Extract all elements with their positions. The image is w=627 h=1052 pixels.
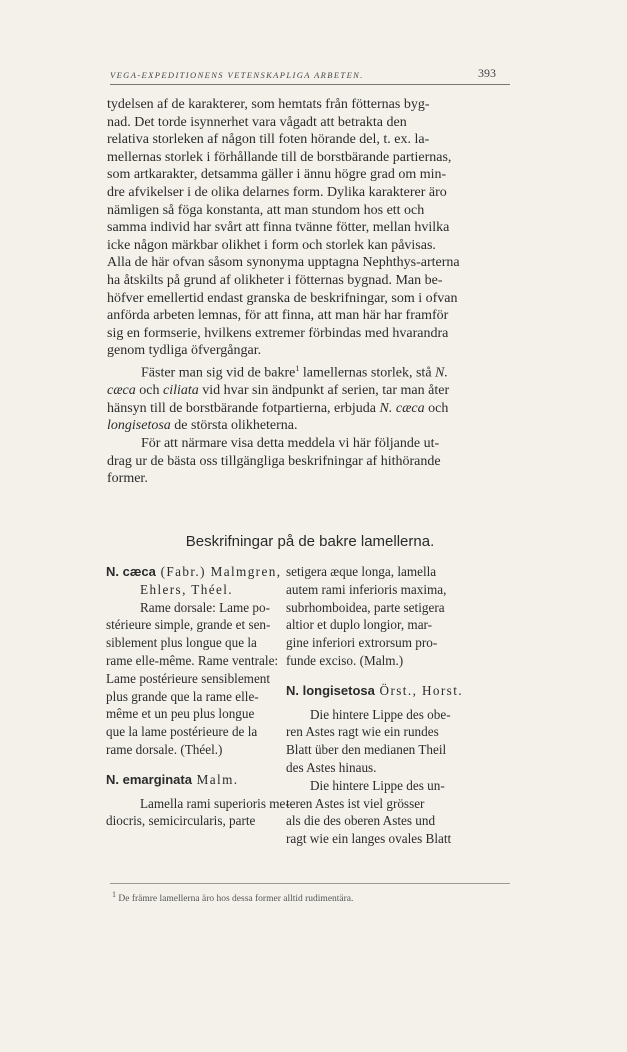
entry-line: Die hintere Lippe des obe- <box>310 706 451 722</box>
entry-heading <box>106 771 296 789</box>
body-line: former. <box>107 471 148 487</box>
body-line: ha åtskilts på grund af olikheter i fötternas bygnad. Man be- <box>107 272 443 288</box>
section-title: Beskrifningar på de bakre lamellerna. <box>185 533 435 550</box>
body-line: nämligen så föga konstanta, att man stundom hos ett och <box>107 202 425 218</box>
body-line <box>107 417 507 435</box>
text-run: Fäster man sig vid de bakre <box>141 365 296 381</box>
entry-line: plus grande que la rame elle- <box>106 688 259 704</box>
authority: Ehlers, Théel. <box>140 581 233 597</box>
entry-line: gine inferiori extrorsum pro- <box>286 635 438 651</box>
entry-line: que la lame postérieure de la <box>106 724 258 740</box>
species-ref: N. cæca <box>379 400 425 416</box>
authority: Malm. <box>191 771 239 787</box>
entry-line: Blatt über den medianen Theil <box>286 742 447 758</box>
body-line: Alla de här ofvan såsom synonyma upptagna Nephthys-arterna <box>107 255 460 271</box>
entry-line: des Astes hinaus. <box>286 759 377 775</box>
footnote-rule <box>110 883 510 884</box>
species-name: N. cæca <box>106 564 156 579</box>
authority: Örst., Horst. <box>374 682 463 698</box>
text-run: hänsyn till de borstbärande fotpartierna, erbjuda <box>107 400 380 416</box>
body-line: nad. Det torde isynnerhet vara vågadt att betrakta den <box>107 114 407 130</box>
running-header: VEGA-EXPEDITIONENS VETENSKAPLIGA ARBETEN. <box>110 70 364 80</box>
entry-line: als die des oberen Astes und <box>286 813 436 829</box>
body-line: drag ur de bästa oss tillgängliga beskrifningar af hithörande <box>107 453 441 469</box>
entry-heading <box>286 682 508 700</box>
entry-line: diocris, semicircularis, parte <box>106 813 256 829</box>
entry-line: siblement plus longue que la <box>106 635 257 651</box>
body-line: dre afvikelser i de olika delarnes form. Dylika karakterer äro <box>107 184 447 200</box>
body-line: icke någon märkbar olikhet i form och storlek kan påvisas. <box>107 237 436 253</box>
entry-line: altior et duplo longior, mar- <box>286 617 433 633</box>
text-run: och <box>135 383 163 399</box>
body-line: sig en formserie, hvilkens extremer förbindas med hvarandra <box>107 325 449 341</box>
entry-line: Rame dorsale: Lame po- <box>140 599 270 615</box>
entry-line: stérieure simple, grande et sen- <box>106 617 271 633</box>
body-line: höfver emellertid endast granska de beskrifningar, som i ofvan <box>107 290 458 306</box>
entry-line: Lamella rami superioris me- <box>140 795 290 811</box>
entry-line: funde exciso. (Malm.) <box>286 652 404 668</box>
text-run: de största olikheterna. <box>170 418 298 434</box>
body-line: tydelsen af de karakterer, som hemtats från fötternas byg- <box>107 97 430 112</box>
entry-line: Lame postérieure sensiblement <box>106 670 271 686</box>
entry-line: même et un peu plus longue <box>106 706 255 722</box>
header-rule <box>110 84 510 85</box>
body-line: För att närmare visa detta meddela vi här följande ut- <box>141 435 440 451</box>
entry-line: ren Astes ragt wie ein rundes <box>286 724 439 740</box>
body-text <box>107 96 507 488</box>
species-ref: longisetosa <box>107 418 171 434</box>
species-name: N. emarginata <box>106 771 192 787</box>
body-line: relativa storleken af någon till foten hörande del, t. ex. la- <box>107 132 430 148</box>
species-ref: ciliata <box>162 383 199 399</box>
text-run: och <box>424 400 449 416</box>
entry-heading <box>106 563 296 581</box>
body-line <box>107 400 507 418</box>
footnote-text: De främre lamellerna äro hos dessa former alltid rudimentära. <box>116 894 354 905</box>
entry-line: ragt wie ein langes ovales Blatt <box>286 831 452 847</box>
right-column <box>286 563 508 848</box>
text-run: lamellernas storlek, stå <box>299 365 432 381</box>
body-line: mellernas storlek i förhållande till de borstbärande partiernas, <box>107 149 452 165</box>
authority: (Fabr.) Malmgren, <box>155 564 282 579</box>
spacer <box>106 759 296 771</box>
page-number: 393 <box>478 66 496 80</box>
entry-line: autem rami inferioris maxima, <box>286 581 447 597</box>
body-line: samma individ har svårt att finna tvänne fötter, mellan hvilka <box>107 220 450 236</box>
entry-line: rame elle-même. Rame ventrale: <box>106 652 279 668</box>
body-line: anförda arbeten lemnas, för att finna, att man här har framför <box>107 308 449 324</box>
entry-line: teren Astes ist viel grösser <box>286 795 425 811</box>
body-line <box>107 360 507 382</box>
spacer <box>286 670 508 682</box>
footnote <box>112 890 512 904</box>
footnote-mark: 1 <box>112 890 116 899</box>
species-ref: cæca <box>107 383 136 399</box>
left-column <box>106 563 296 830</box>
entry-line: setigera æque longa, lamella <box>286 564 437 579</box>
entry-line: subrhomboidea, parte setigera <box>286 599 445 615</box>
entry-line: rame dorsale. (Théel.) <box>106 741 223 757</box>
entry-line: Die hintere Lippe des un- <box>310 777 445 793</box>
species-name: N. longisetosa <box>286 682 375 698</box>
species-ref: N. <box>435 365 448 381</box>
text-run: vid hvar sin ändpunkt af serien, tar man åter <box>198 383 450 399</box>
body-line: genom tydliga öfvergångar. <box>107 343 262 359</box>
body-line <box>107 382 507 400</box>
body-line: som artkarakter, detsamma gäller i ännu högre grad om min- <box>107 167 447 183</box>
footnote-ref: 1 <box>295 363 300 373</box>
